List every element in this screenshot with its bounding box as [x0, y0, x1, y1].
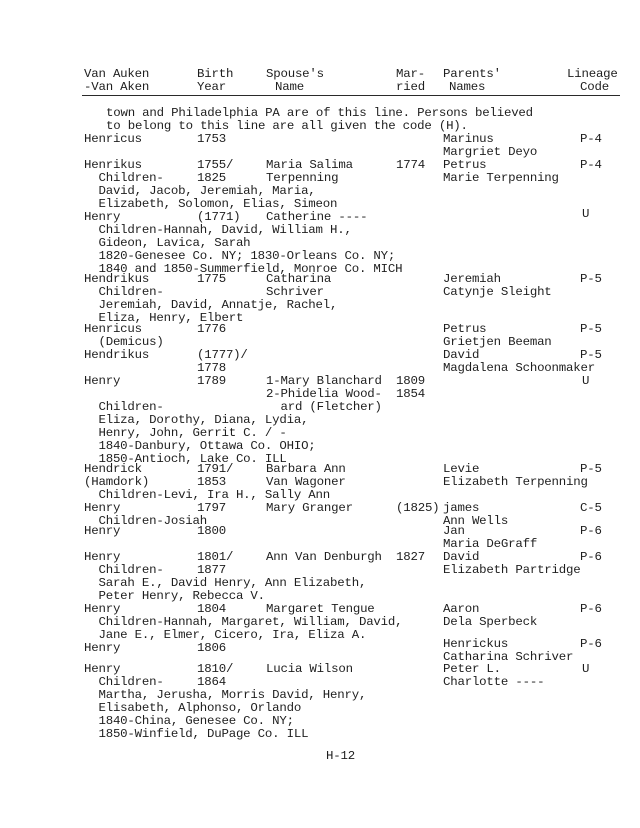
entry-c2-1: 1755/: [197, 158, 234, 172]
entry-c1-2: Children-: [84, 171, 164, 185]
col-head-married-2: ried: [396, 80, 425, 94]
parent-name-7: Petrus: [443, 322, 487, 336]
parent-name-23: Catharina Schriver: [443, 650, 574, 664]
lineage-code-7: P-5: [580, 322, 602, 336]
entry-c2-40: 1864: [197, 675, 226, 689]
parent-name-5: Jeremiah: [443, 272, 501, 286]
entry-c1-28: Henry: [84, 501, 121, 515]
entry-c3-28: Mary Granger: [266, 501, 353, 515]
entry-c1-32: Children-: [84, 563, 164, 577]
entry-c4-18: 1809: [396, 374, 425, 388]
page-number: H-12: [326, 749, 355, 763]
parent-name-14: james: [443, 501, 480, 515]
entry-c1-3: David, Jacob, Jeremiah, Maria,: [84, 184, 316, 198]
entry-c1-6: Children-Hannah, David, William H.,: [84, 223, 352, 237]
entry-c2-38: 1806: [197, 641, 226, 655]
entry-c1-21: Eliza, Dorothy, Diana, Lydia,: [84, 413, 309, 427]
parent-name-12: Levie: [443, 462, 480, 476]
entry-c1-26: (Hamdork): [84, 475, 150, 489]
entry-c1-31: Henry: [84, 550, 121, 564]
entry-c2-25: 1791/: [197, 462, 234, 476]
col-head-married: Mar-: [396, 67, 425, 81]
entry-c3-25: Barbara Ann: [266, 462, 346, 476]
lineage-code-2: P-4: [580, 158, 602, 172]
entry-c1-42: Elisabeth, Alphonso, Orlando: [84, 701, 302, 715]
parent-name-9: David: [443, 348, 480, 362]
entry-c2-39: 1810/: [197, 662, 234, 676]
col-head-code: Code: [580, 80, 609, 94]
parent-name-6: Catynje Sleight: [443, 285, 552, 299]
entry-c1-40: Children-: [84, 675, 164, 689]
parent-name-17: Maria DeGraff: [443, 537, 538, 551]
entry-c1-43: 1840-China, Genesee Co. NY;: [84, 714, 294, 728]
lineage-code-14: C-5: [580, 501, 602, 515]
col-head-birth: Birth: [197, 67, 234, 81]
entry-c1-38: Henry: [84, 641, 121, 655]
entry-c1-9: 1840 and 1850-Summerfield, Monroe Co. MICH: [84, 262, 403, 276]
entry-c2-0: 1753: [197, 132, 226, 146]
entry-c1-18: Henry: [84, 374, 121, 388]
lineage-code-16: P-6: [580, 524, 602, 538]
entry-c2-18: 1789: [197, 374, 226, 388]
col-head-parents: Parents': [443, 67, 501, 81]
entry-c1-16: Hendrikus: [84, 348, 150, 362]
entry-c1-35: Henry: [84, 602, 121, 616]
lineage-code-20: P-6: [580, 602, 602, 616]
entry-c2-32: 1877: [197, 563, 226, 577]
entry-c3-26: Van Wagoner: [266, 475, 346, 489]
col-head-parents-names: Names: [449, 80, 486, 94]
intro-line-2: to belong to this line are all given the code (H).: [106, 119, 468, 133]
entry-c1-39: Henry: [84, 662, 121, 676]
entry-c1-25: Hendrick: [84, 462, 142, 476]
parent-name-24: Peter L.: [443, 662, 501, 676]
entry-c1-24: 1850-Antioch, Lake Co. ILL: [84, 452, 287, 466]
entry-c2-30: 1800: [197, 524, 226, 538]
entry-c1-36: Children-Hannah, Margaret, William, David,: [84, 615, 403, 629]
entry-c1-30: Henry: [84, 524, 121, 538]
entry-c2-35: 1804: [197, 602, 226, 616]
entry-c1-14: Henricus: [84, 322, 142, 336]
entry-c2-17: 1778: [197, 361, 226, 375]
col-head-name: Van Auken: [84, 67, 150, 81]
entry-c1-11: Children-: [84, 285, 164, 299]
parent-name-21: Dela Sperbeck: [443, 615, 538, 629]
parent-name-16: Jan: [443, 524, 465, 538]
parent-name-0: Marinus: [443, 132, 494, 146]
entry-c2-10: 1775: [197, 272, 226, 286]
parent-name-20: Aaron: [443, 602, 480, 616]
entry-c1-29: Children-Josiah: [84, 514, 208, 528]
parent-name-22: Henrickus: [443, 637, 509, 651]
entry-c3-35: Margaret Tengue: [266, 602, 375, 616]
entry-c4-1: 1774: [396, 158, 425, 172]
col-head-lineage: Lineage: [567, 67, 618, 81]
entry-c3-5: Catherine ----: [266, 210, 368, 224]
entry-c1-23: 1840-Danbury, Ottawa Co. OHIO;: [84, 439, 316, 453]
entry-c3-1: Maria Salima: [266, 158, 353, 172]
entry-c4-31: 1827: [396, 550, 425, 564]
lineage-code-12: P-5: [580, 462, 602, 476]
entry-c1-10: Hendrikus: [84, 272, 150, 286]
parent-name-1: Margriet Deyo: [443, 145, 538, 159]
lineage-code-18: P-6: [580, 550, 602, 564]
parent-name-2: Petrus: [443, 158, 487, 172]
entry-c2-16: (1777)/: [197, 348, 248, 362]
entry-c2-31: 1801/: [197, 550, 234, 564]
col-head-spouse: Spouse's: [266, 67, 324, 81]
entry-c1-44: 1850-Winfield, DuPage Co. ILL: [84, 727, 309, 741]
lineage-code-22: P-6: [580, 637, 602, 651]
entry-c1-22: Henry, John, Gerrit C. / -: [84, 426, 287, 440]
parent-name-8: Grietjen Beeman: [443, 335, 552, 349]
entry-c1-20: Children-: [84, 400, 164, 414]
entry-c1-27: Children-Levi, Ira H., Sally Ann: [84, 488, 331, 502]
parent-name-18: David: [443, 550, 480, 564]
lineage-code-0: P-4: [580, 132, 602, 146]
lineage-code-5: P-5: [580, 272, 602, 286]
entry-c3-11: Schriver: [266, 285, 324, 299]
entry-c1-5: Henry: [84, 210, 121, 224]
entry-c3-18: 1-Mary Blanchard: [266, 374, 382, 388]
entry-c1-12: Jeremiah, David, Annatje, Rachel,: [84, 298, 338, 312]
intro-line-1: town and Philadelphia PA are of this line. Persons believed: [106, 106, 533, 120]
entry-c3-19: 2-Phidelia Wood-: [266, 387, 382, 401]
col-head-spouse-name: Name: [275, 80, 304, 94]
parent-name-3: Marie Terpenning: [443, 171, 559, 185]
parent-name-25: Charlotte ----: [443, 675, 545, 689]
entry-c3-20: ard (Fletcher): [266, 400, 382, 414]
lineage-code-24: U: [582, 662, 590, 676]
col-head-year: Year: [197, 80, 226, 94]
entry-c1-13: Eliza, Henry, Elbert: [84, 311, 244, 325]
entry-c1-1: Henrikus: [84, 158, 142, 172]
entry-c3-10: Catharina: [266, 272, 332, 286]
entry-c2-2: 1825: [197, 171, 226, 185]
entry-c1-7: Gideon, Lavica, Sarah: [84, 236, 251, 250]
col-head-name-alt: -Van Aken: [84, 80, 150, 94]
parent-name-13: Elizabeth Terpenning: [443, 475, 588, 489]
parent-name-10: Magdalena Schoonmaker: [443, 361, 595, 375]
lineage-code-11: U: [582, 374, 590, 388]
lineage-code-4: U: [582, 207, 590, 221]
entry-c2-5: (1771): [197, 210, 241, 224]
entry-c2-14: 1776: [197, 322, 226, 336]
entry-c3-39: Lucia Wilson: [266, 662, 353, 676]
entry-c1-0: Henricus: [84, 132, 142, 146]
entry-c1-8: 1820-Genesee Co. NY; 1830-Orleans Co. NY;: [84, 249, 396, 263]
entry-c1-4: Elizabeth, Solomon, Elias, Simeon: [84, 197, 338, 211]
entry-c1-15: (Demicus): [84, 335, 164, 349]
entry-c1-33: Sarah E., David Henry, Ann Elizabeth,: [84, 576, 367, 590]
parent-name-15: Ann Wells: [443, 514, 509, 528]
header-rule: [82, 95, 620, 96]
entry-c3-31: Ann Van Denburgh: [266, 550, 382, 564]
entry-c4-28: (1825): [396, 501, 440, 515]
entry-c3-2: Terpenning: [266, 171, 339, 185]
entry-c1-34: Peter Henry, Rebecca V.: [84, 589, 265, 603]
entry-c2-26: 1853: [197, 475, 226, 489]
lineage-code-9: P-5: [580, 348, 602, 362]
entry-c1-41: Martha, Jerusha, Morris David, Henry,: [84, 688, 367, 702]
parent-name-19: Elizabeth Partridge: [443, 563, 581, 577]
entry-c4-19: 1854: [396, 387, 425, 401]
entry-c1-37: Jane E., Elmer, Cicero, Ira, Eliza A.: [84, 628, 367, 642]
entry-c2-28: 1797: [197, 501, 226, 515]
